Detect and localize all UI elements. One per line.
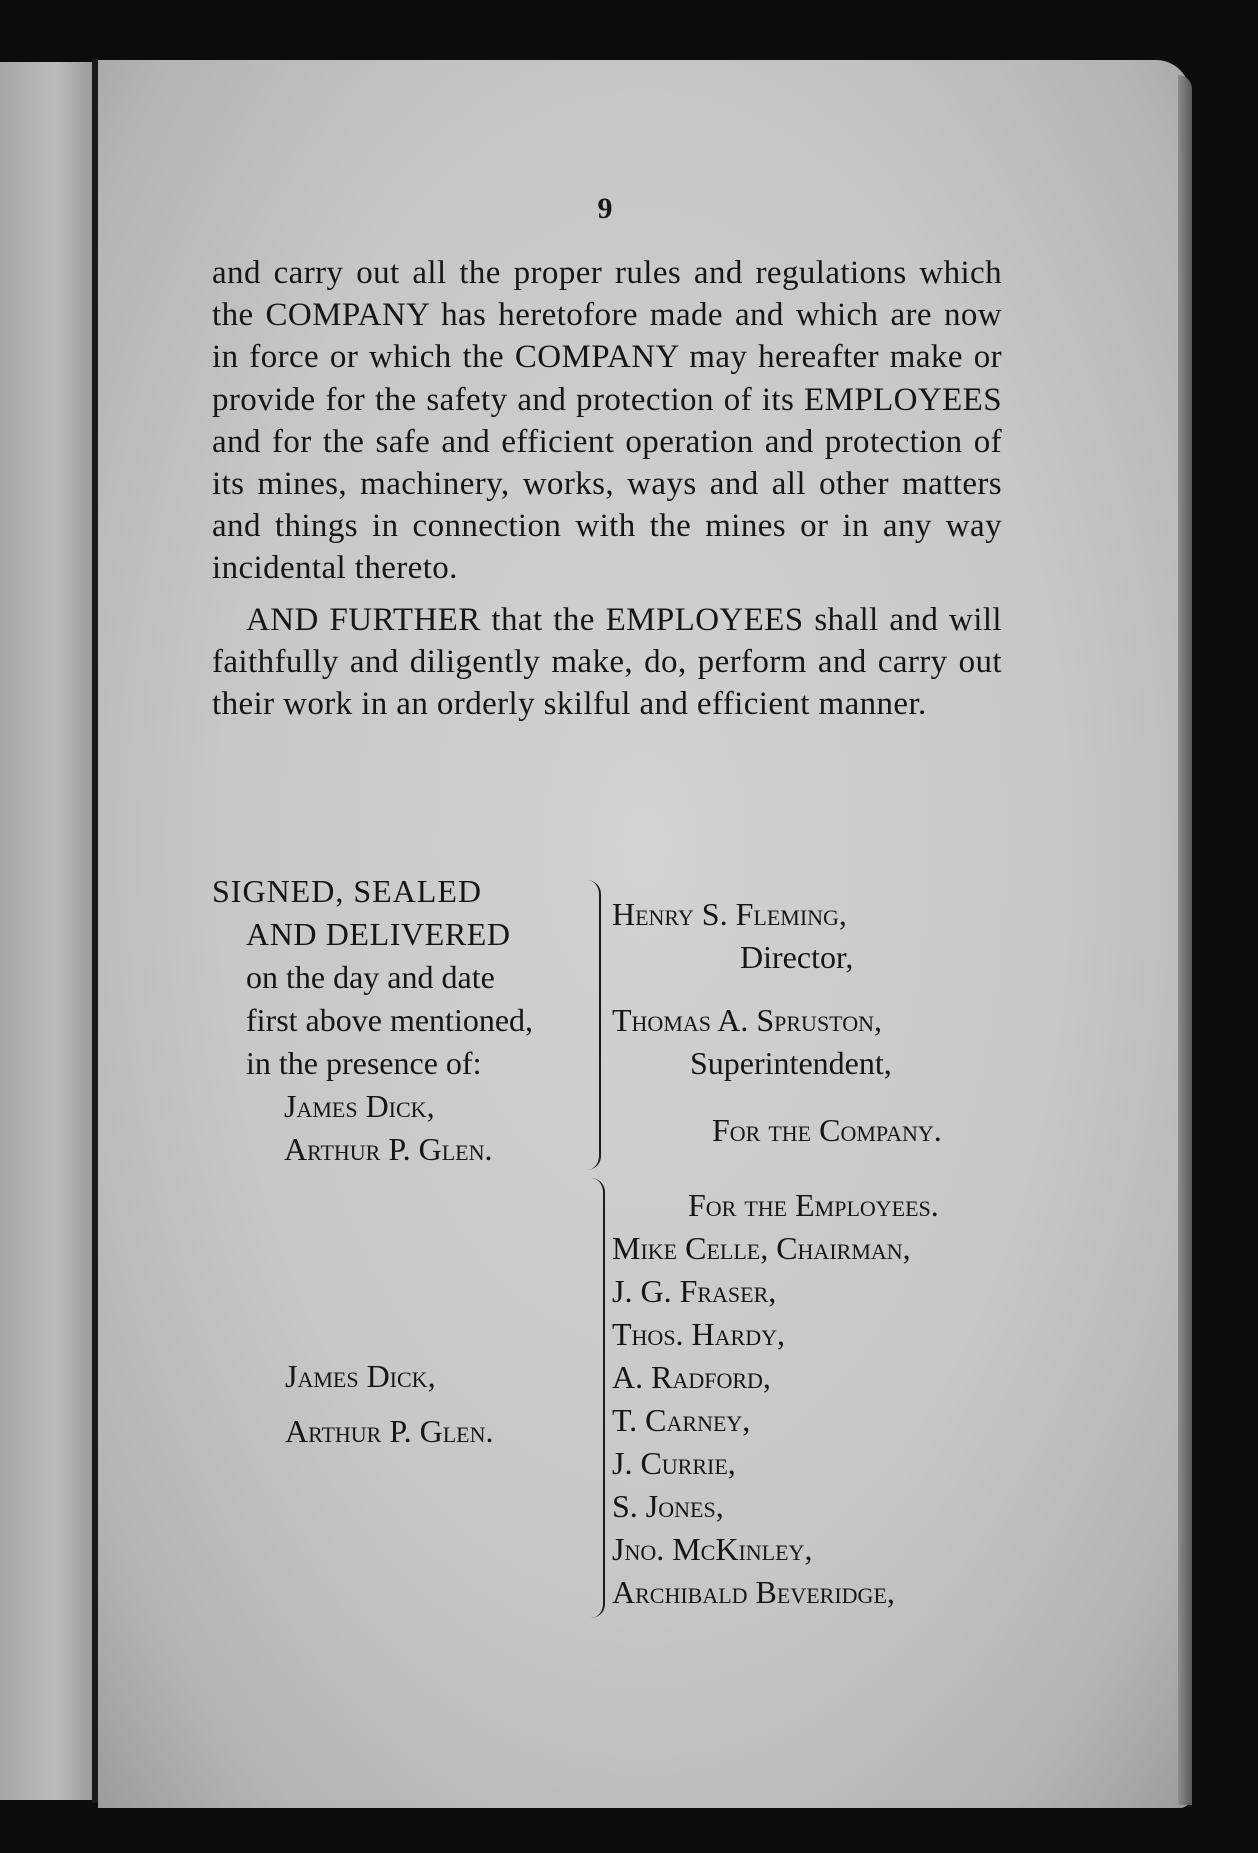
employees-brace (587, 1178, 605, 1618)
employee-signatory: T. Carney, (612, 1402, 751, 1438)
page-number: 9 (597, 192, 613, 225)
signatory-name: Thomas A. Spruston, (612, 1002, 882, 1038)
signatory-name: Henry S. Fleming, (612, 896, 847, 932)
paragraph-further: AND FURTHER that the EMPLOYEES shall and will faithfully and diligently make, do, perform and carry out their work in an orderly skilful and efficient manner. (212, 601, 1002, 723)
witness-name: James Dick, (285, 1358, 436, 1394)
signatory-title: Superintendent, (690, 1045, 892, 1081)
witness-name: James Dick, (284, 1088, 435, 1124)
signing-clause (212, 870, 592, 1171)
employee-signatory: Thos. Hardy, (612, 1316, 786, 1352)
page-edge-shadow (1178, 75, 1192, 1805)
agreement-text (212, 252, 1002, 725)
paragraph-rules: and carry out all the proper rules and regulations which the COMPANY has heretofore made and which are now in force or which the COMPANY may hereafter make or provide for the safety and protection of its EMPLOYEES and for the safe and efficient operation and protection of its mines, machinery, works, ways and all other matters and things in connection with the mines or in any way incidental thereto. (212, 255, 1002, 587)
signing-line: SIGNED, SEALED (212, 873, 482, 909)
employee-signatory: J. Currie, (612, 1445, 736, 1481)
employee-signatory: Archibald Beveridge, (612, 1574, 895, 1610)
witness-name: Arthur P. Glen. (285, 1413, 494, 1449)
signing-line: AND DELIVERED (246, 916, 511, 952)
company-brace (583, 880, 601, 1170)
employee-signatory: Mike Celle, Chairman, (612, 1230, 911, 1266)
signing-line: in the presence of: (246, 1045, 482, 1081)
employee-signatory: J. G. Fraser, (612, 1273, 777, 1309)
facing-page-edge (0, 62, 94, 1800)
signing-line: on the day and date (246, 959, 495, 995)
for-employees-label: For the Employees. (688, 1187, 939, 1223)
employee-signatory: A. Radford, (612, 1359, 771, 1395)
employee-signatory: Jno. McKinley, (612, 1531, 813, 1567)
signatory-title: Director, (740, 939, 854, 975)
for-company-label: For the Company. (712, 1112, 942, 1148)
company-signatories (612, 893, 1032, 1152)
employee-signatory: S. Jones, (612, 1488, 724, 1524)
employee-signatories (612, 1184, 1032, 1614)
witness-name: Arthur P. Glen. (284, 1131, 493, 1167)
signing-line: first above mentioned, (246, 1002, 534, 1038)
employee-witnesses (285, 1349, 493, 1459)
